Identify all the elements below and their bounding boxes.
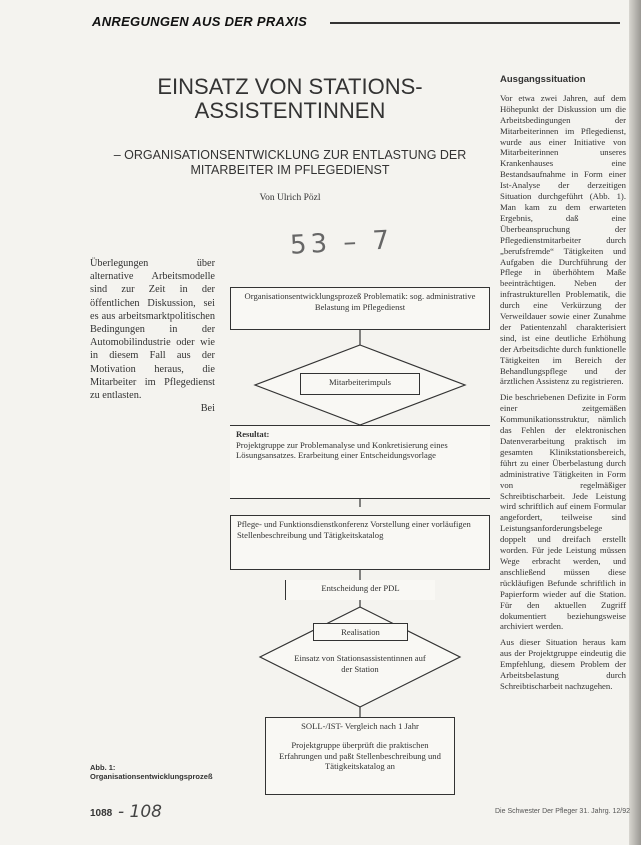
resultat-text: Projektgruppe zur Problemanalyse und Konkretisierung eines Lösungsansatzes. Erarbeitung einer Entscheidungsvorlage bbox=[236, 439, 448, 460]
section-header: ANREGUNGEN AUS DER PRAXIS bbox=[92, 14, 308, 29]
text-einsatz-stationsassistentinnen: Einsatz von Stationsassistentinnen auf der Station bbox=[294, 653, 426, 674]
article-subtitle: – ORGANISATIONSENTWICKLUNG ZUR ENTLASTUNG DER MITARBEITER IM PFLEGEDIENST bbox=[113, 148, 467, 177]
box-projektgruppe-ueberprueft: Projektgruppe überprüft die praktischen Erfahrungen und paßt Stellenbeschreibung und Tätigkeitskatalog an bbox=[265, 737, 455, 795]
scan-edge-shadow bbox=[629, 0, 641, 845]
intro-paragraph bbox=[90, 257, 215, 415]
journal-footer: Die Schwester Der Pfleger 31. Jahrg. 12/92 bbox=[495, 808, 631, 815]
box-resultat bbox=[230, 425, 490, 499]
figure-caption: Abb. 1: Organisationsentwicklungsprozeß bbox=[90, 763, 213, 781]
flowchart bbox=[225, 255, 495, 820]
page-number: 1088 bbox=[90, 808, 113, 819]
box-entscheidung-pdl: Entscheidung der PDL bbox=[285, 580, 435, 600]
intro-continuation: Bei bbox=[200, 403, 215, 415]
box-mitarbeiterimpuls: Mitarbeiterimpuls bbox=[300, 373, 420, 395]
header-rule bbox=[330, 22, 620, 24]
article-title: EINSATZ VON STATIONS-ASSISTENTINNEN bbox=[157, 74, 423, 123]
paragraph-2: Die beschriebenen Defizite in Form einer zeitgemäßen Kommunikationsstruktur, nämlich das Fehlen der elektronischen Datenverarbeitung praktisch im gesamten Klinikstationsbereich, führt zu einer Überbelastung durch administrative Tätigkeiten in Form von regelmäßiger Schreibtischarbeit. Jede Leistung wird schriftlich auf einem Formular angefordert, teilweise sind Leistungsanforderungsbelege doppelt und dreifach erstellt worden. Für jede Leistung müssen Wege erbracht werden, und anschließend müssen diese rückläufigen Befunde schriftlich in Papierform wieder auf die Station. Für den aktuellen Zugriff dokumentiert beziehungsweise archiviert werden. bbox=[500, 392, 626, 632]
right-column bbox=[500, 75, 626, 697]
paragraph-3: Aus dieser Situation heraus kam aus der Projektgruppe eindeutig die Empfehlung, diesem Problem der Arbeitsbelastung durch Schreibtischarbeit nachzugehen. bbox=[500, 637, 626, 691]
handwritten-page-number: - 108 bbox=[118, 802, 162, 822]
article-author: Von Ulrich Pözl bbox=[259, 193, 321, 203]
paragraph-1: Vor etwa zwei Jahren, auf dem Höhepunkt der Diskussion um die Arbeitsbedingungen der Mitarbeiterinnen im Pflegedienst, wurde aus einer Initiative von Mitarbeiterinnen unseres Krankenhauses eine Bestandsaufnahme in Form einer Ist-Analyse der derzeitigen Situation durchgeführt (Abb. 1). Man kam zu dem erwarteten Ergebnis, daß eine Überbeanspruchung der Pflegedienstmitarbeiter durch „berufsfremde“ Tätigkeiten und Aufgaben die Durchführung der Pflege in überhöhtem Maße beeinträchtigen. Neben der infrastrukturellen Problematik, die durch eine Verkürzung der Verweildauer sowie einer Zunahme der Patientenzahl charakterisiert sind, ist eine deutliche Erhöhung der Arbeitsdichte durch funktionelle Tätigkeiten im Bereich der Behandlungspflege und der ärztlichen Assistenz zu registrieren. bbox=[500, 92, 626, 387]
handwritten-note: 53 – 7 bbox=[289, 225, 394, 261]
resultat-heading: Resultat: bbox=[236, 429, 270, 439]
box-soll-ist-vergleich: SOLL-/IST- Vergleich nach 1 Jahr bbox=[265, 717, 455, 737]
intro-text: Überlegungen über alternative Arbeitsmodelle sind zur Zeit in der öffentlichen Diskussion, sei es aus arbeitsmarktpolitischen Bedingungen in der Automobilindustrie oder wie in diesem Fall aus der Motivation heraus, die Mitarbeiter im Pflegedienst zu entlasten. bbox=[90, 258, 215, 402]
box-realisation: Realisation bbox=[313, 623, 408, 641]
section-heading: Ausgangssituation bbox=[500, 74, 586, 85]
box-organisationsentwicklung: Organisationsentwicklungsprozeß Problematik: sog. administrative Belastung im Pflegedienst bbox=[230, 287, 490, 330]
box-pflegekonferenz: Pflege- und Funktionsdienstkonferenz Vorstellung einer vorläufigen Stellenbeschreibung und Tätigkeitskatalog bbox=[230, 515, 490, 570]
